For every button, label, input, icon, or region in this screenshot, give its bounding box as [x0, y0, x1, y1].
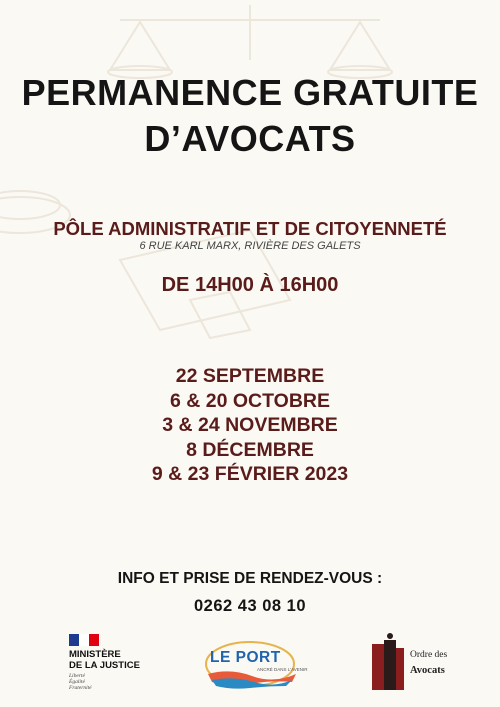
- date-item: 9 & 23 FÉVRIER 2023: [151, 463, 349, 485]
- location-name: PÔLE ADMINISTRATIF ET DE CITOYENNETÉ: [53, 218, 447, 239]
- ministere-justice-logo: [55, 628, 175, 698]
- ministere-name: MINISTÈRE DE LA JUSTICE: [69, 649, 140, 671]
- date-item: 8 DÉCEMBRE: [186, 438, 314, 461]
- ordre-avocats-logo: [366, 630, 466, 700]
- dates-list: [0, 364, 500, 487]
- le-port-tagline: ANCRÉ DANS L'AVENIR: [257, 667, 308, 672]
- ordre-line2: Avocats: [410, 665, 445, 676]
- contact-phone: 0262 43 08 10: [193, 597, 307, 615]
- le-port-logo: [200, 640, 310, 700]
- poster-title-line2: D’AVOCATS: [144, 118, 356, 159]
- date-item: 3 & 24 NOVEMBRE: [162, 414, 338, 436]
- ministere-motto: Liberté Égalité Fraternité: [69, 673, 92, 691]
- contact-label: INFO ET PRISE DE RENDEZ-VOUS :: [117, 570, 383, 587]
- date-item: 22 SEPTEMBRE: [175, 365, 325, 387]
- le-port-name: LE PORT: [210, 649, 281, 666]
- ordre-line1: Ordre des: [410, 650, 448, 660]
- avocats-figures-icon: [366, 630, 406, 694]
- poster-title-line1: PERMANENCE GRATUITE: [21, 72, 479, 113]
- french-flag-icon: [69, 634, 99, 646]
- location-address: 6 RUE KARL MARX, RIVIÈRE DES GALETS: [139, 240, 361, 252]
- opening-hours: DE 14H00 À 16H00: [161, 274, 339, 296]
- date-item: 6 & 20 OCTOBRE: [169, 389, 331, 412]
